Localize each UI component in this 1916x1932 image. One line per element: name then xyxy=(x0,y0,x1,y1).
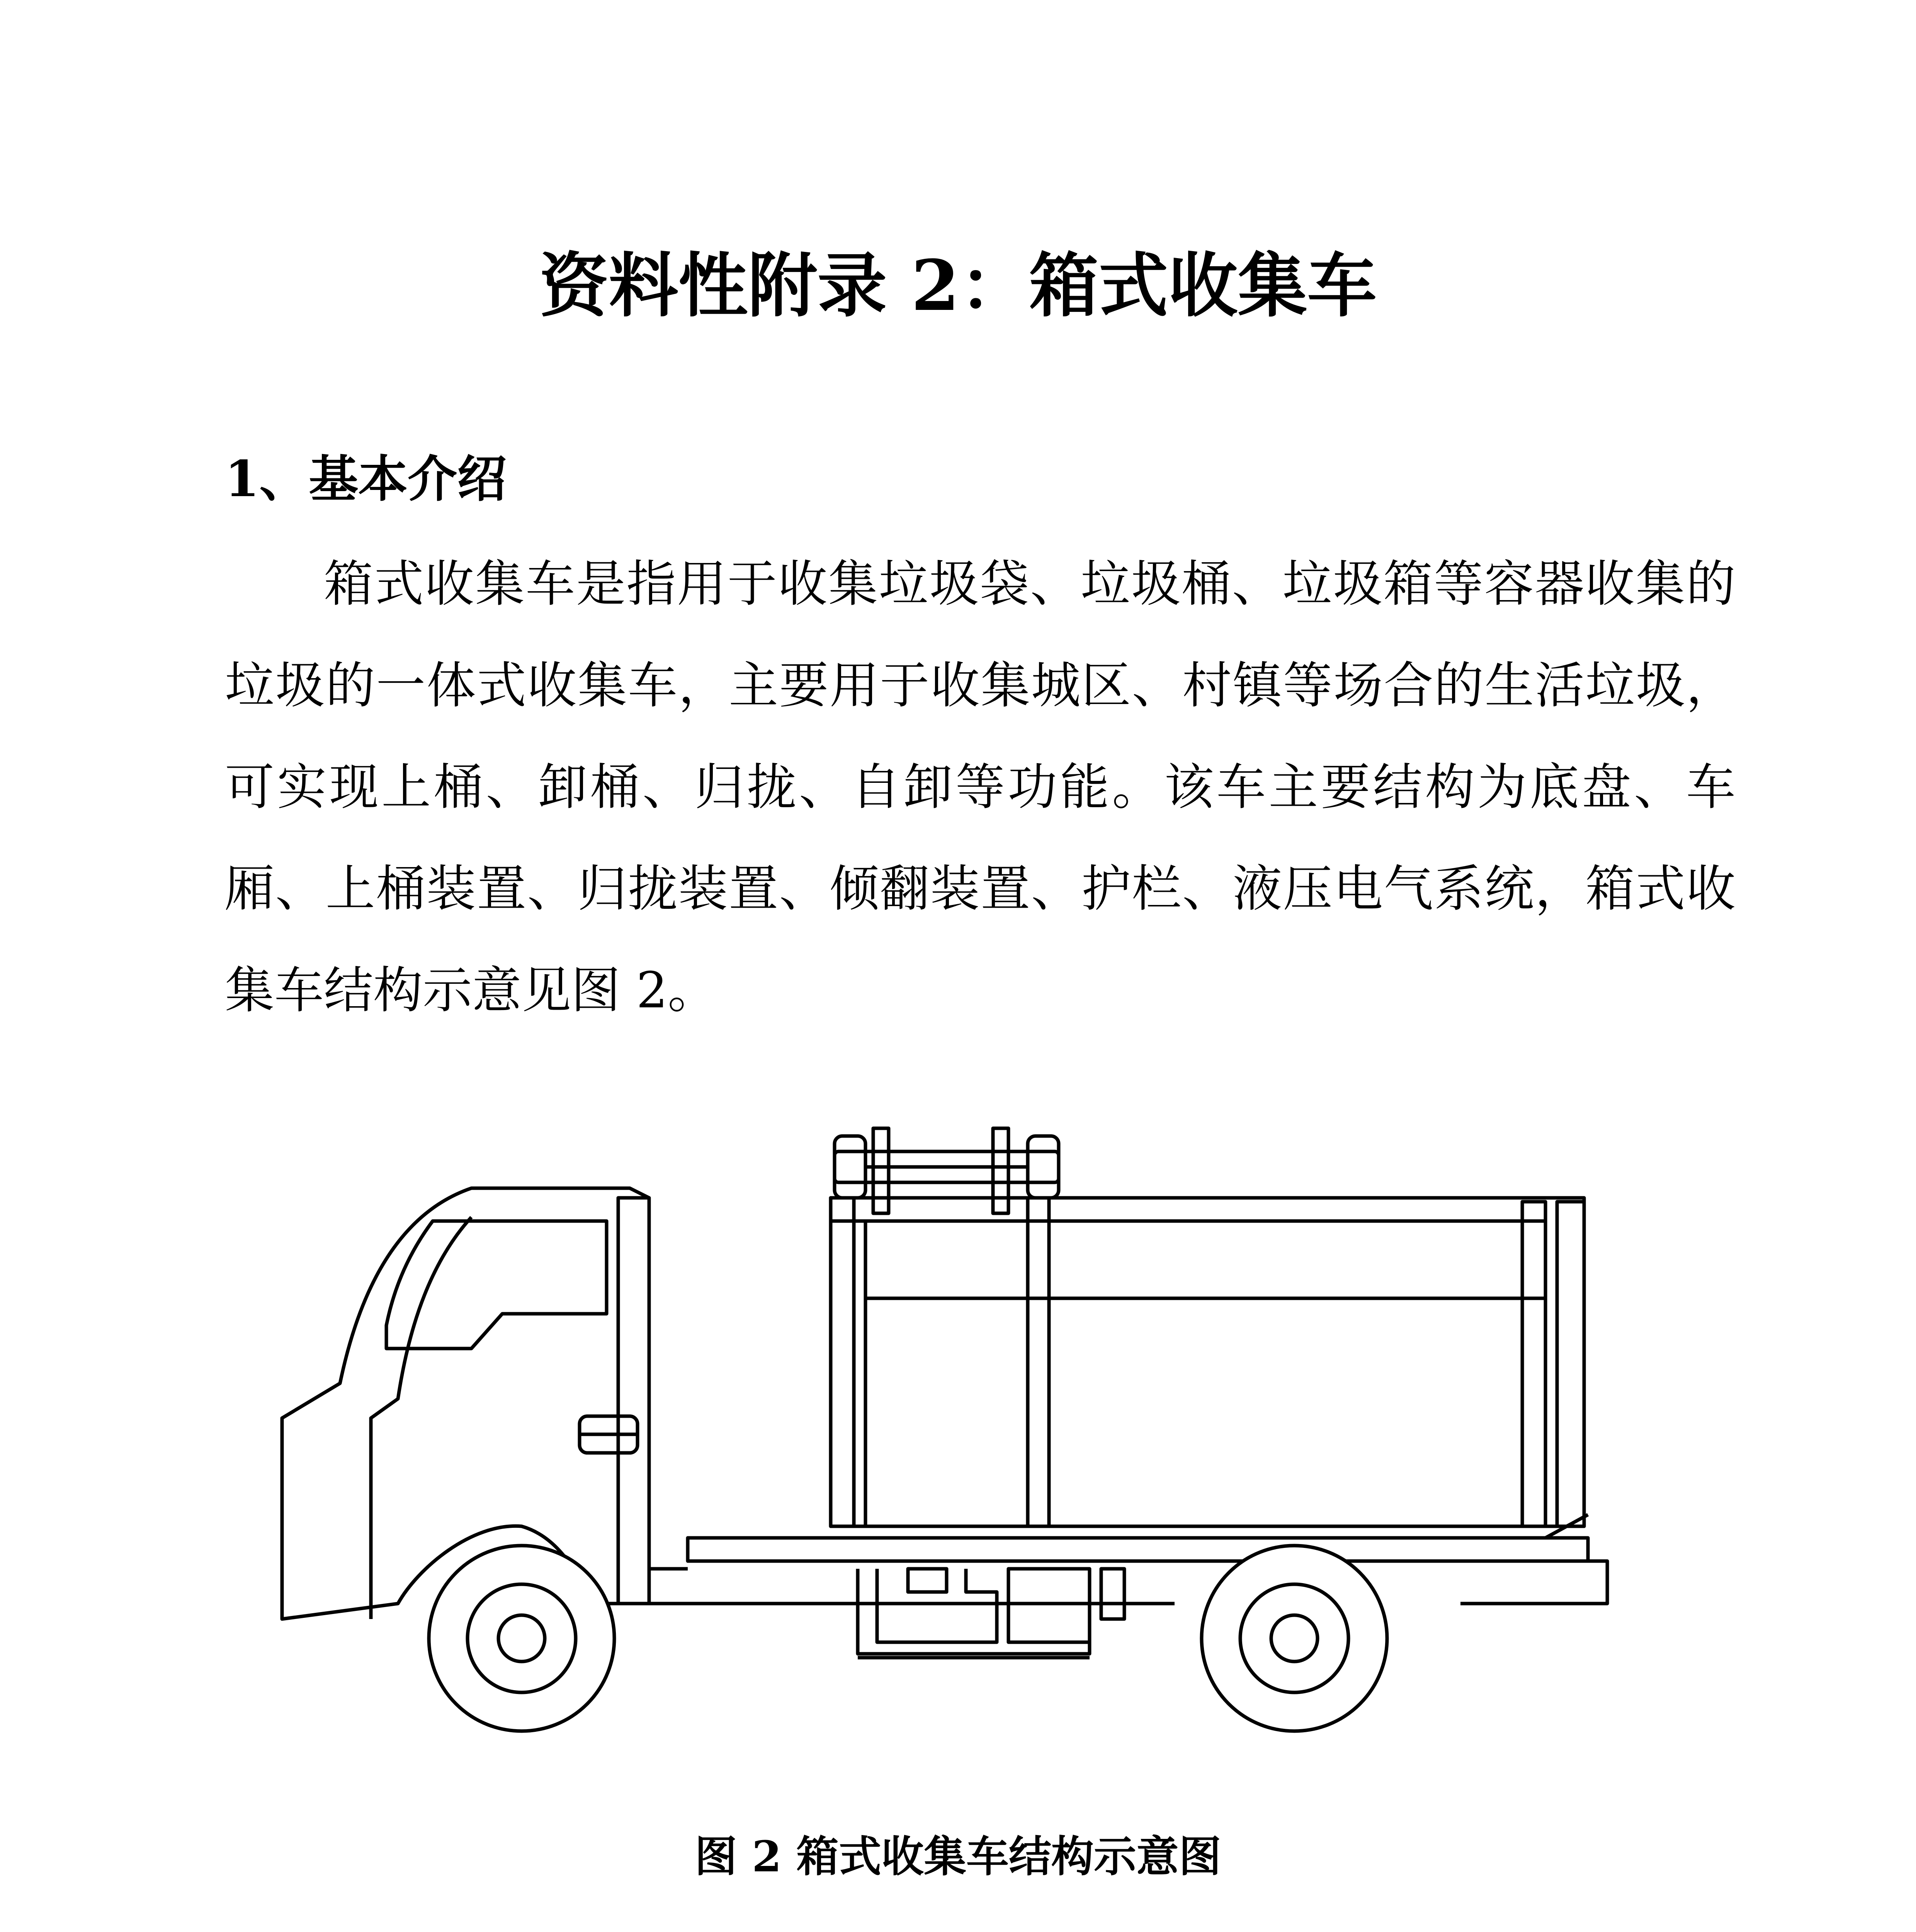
section-1-paragraph: 箱式收集车是指用于收集垃圾袋、垃圾桶、垃圾箱等容器收集的垃圾的一体式收集车，主要用于收集城区、村镇等场合的生活垃圾，可实现上桶、卸桶、归拢、自卸等功能。该车主要结构为底盘、车厢、上桶装置、归拢装置、倾翻装置、护栏、液压电气系统，箱式收集车结构示意见图 2。 xyxy=(225,555,1736,1019)
front-post xyxy=(831,1198,854,1526)
cab-outline xyxy=(282,1188,649,1619)
section-1-heading: 1、基本介绍 xyxy=(225,450,507,508)
cab-inner-line xyxy=(371,1217,471,1619)
rear-wheel xyxy=(1202,1546,1387,1731)
rear-post xyxy=(1522,1202,1545,1526)
cab-rear-panel xyxy=(618,1198,649,1604)
middle-post xyxy=(1028,1198,1049,1526)
truck-structure-diagram xyxy=(270,1105,1723,1793)
cab-window xyxy=(386,1221,607,1349)
chassis-platform xyxy=(688,1538,1588,1561)
front-wheel xyxy=(429,1546,614,1731)
figure-caption: 图 2 箱式收集车结构示意图 xyxy=(694,1832,1222,1881)
box-body xyxy=(831,1198,1584,1526)
page-title: 资料性附录 2：箱式收集车 xyxy=(539,245,1377,327)
